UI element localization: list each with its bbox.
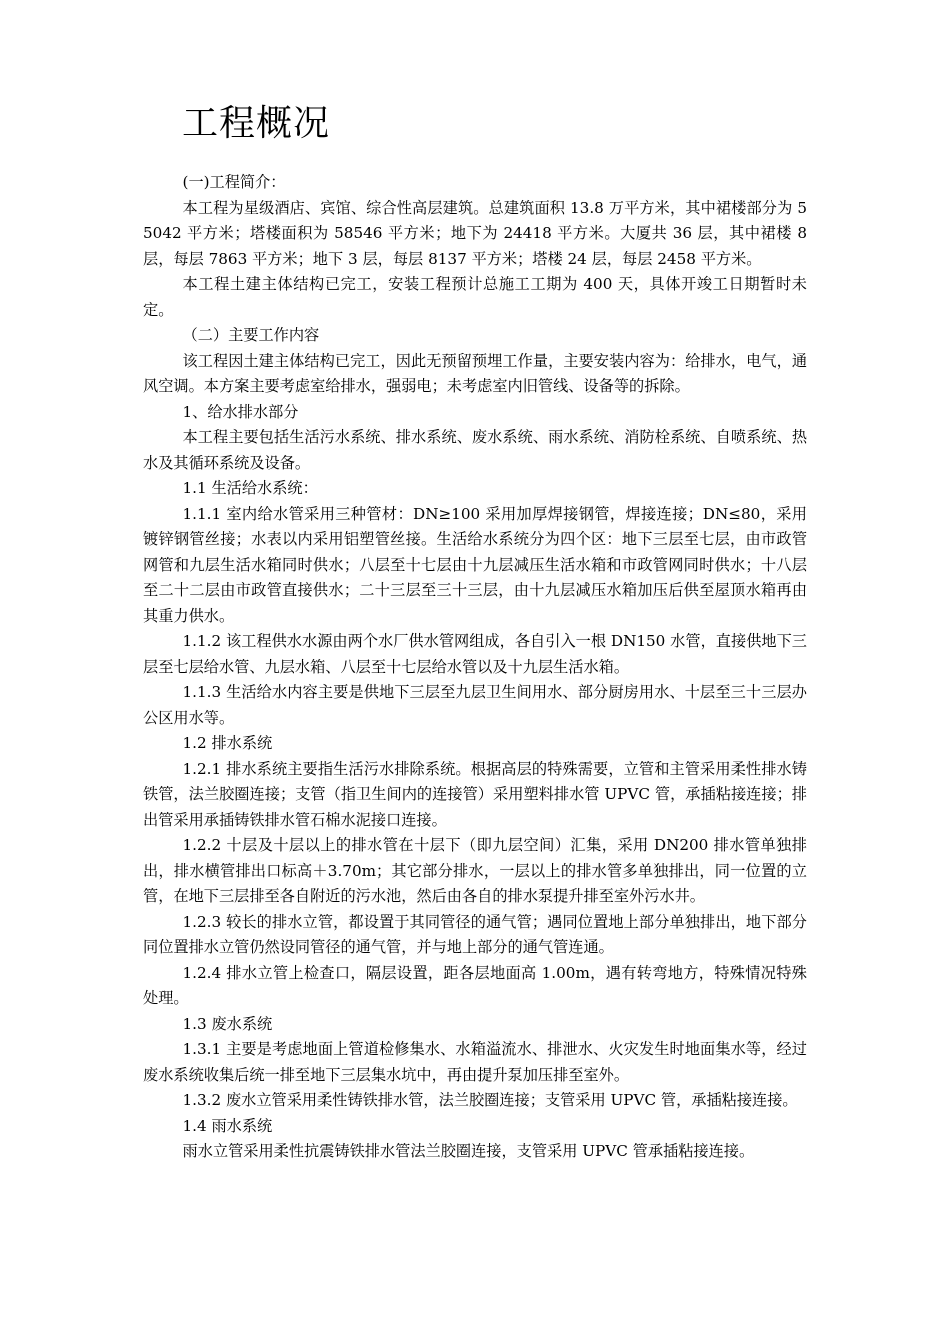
section-heading-water: 1、给水排水部分 bbox=[182, 402, 299, 421]
paragraph-1-2-1: 1.2.1 排水系统主要指生活污水排除系统。根据高层的特殊需要，立管和主管采用柔性排水铸铁管，法兰胶圈连接；支管（指卫生间内的连接管）采用塑料排水管 UPVC 管，承插粘接连接；排出管采用承插铸铁排水管石棉水泥接口连接。 bbox=[143, 759, 807, 829]
document-body bbox=[143, 170, 807, 1165]
subheading-1-4: 1.4 雨水系统 bbox=[182, 1116, 273, 1135]
paragraph-1-3-2: 1.3.2 废水立管采用柔性铸铁排水管，法兰胶圈连接；支管采用 UPVC 管，承插粘接连接。 bbox=[182, 1091, 798, 1109]
subheading-1-3: 1.3 废水系统 bbox=[182, 1014, 273, 1033]
paragraph-1-2-4: 1.2.4 排水立管上检查口，隔层设置，距各层地面高 1.00m，遇有转弯地方，特殊情况特殊处理。 bbox=[143, 963, 807, 1007]
paragraph-1-1-1: 1.1.1 室内给水管采用三种管材：DN≥100 采用加厚焊接钢管，焊接连接；DN≤80，采用镀锌钢管丝接；水表以内采用铝塑管丝接。生活给水系统分为四个区：地下三层至七层，由市政管网管和九层生活水箱同时供水；八层至十七层由十九层减压生活水箱和市政管网同时供水；十八层至二十二层由市政管直接供水；二十三层至三十三层，由十九层减压水箱加压后供至屋顶水箱再由其重力供水。 bbox=[143, 504, 807, 625]
paragraph-project-overview: 本工程为星级酒店、宾馆、综合性高层建筑。总建筑面积 13.8 万平方米，其中裙楼部分为 55042 平方米；塔楼面积为 58546 平方米；地下为 24418 平方米。大厦共 36 层，其中裙楼 8 层，每层 7863 平方米；地下 3 层，每层 8137 平方米；塔楼 24 层，每层 2458 平方米。 bbox=[143, 198, 807, 268]
subheading-1-1: 1.1 生活给水系统： bbox=[182, 479, 318, 497]
paragraph-1-2-3: 1.2.3 较长的排水立管，都设置于其同管径的通气管；遇同位置地上部分单独排出，地下部分同位置排水立管仍然设同管径的通气管，并与地上部分的通气管连通。 bbox=[143, 912, 807, 956]
paragraph-1-1-2: 1.1.2 该工程供水水源由两个水厂供水管网组成，各自引入一根 DN150 水管，直接供地下三层至七层给水管、九层水箱、八层至十七层给水管以及十九层生活水箱。 bbox=[143, 632, 807, 676]
paragraph-1-1-3: 1.1.3 生活给水内容主要是供地下三层至九层卫生间用水、部分厨房用水、十层至三十三层办公区用水等。 bbox=[143, 683, 807, 727]
page-title: 工程概况 bbox=[182, 103, 331, 144]
paragraph-water-systems: 本工程主要包括生活污水系统、排水系统、废水系统、雨水系统、消防栓系统、自喷系统、热水及其循环系统及设备。 bbox=[143, 428, 807, 472]
section-heading-intro: (一)工程简介： bbox=[182, 173, 286, 191]
paragraph-main-work: 该工程因土建主体结构已完工，因此无预留预埋工作量，主要安装内容为：给排水，电气，通风空调。本方案主要考虑室给排水，强弱电；未考虑室内旧管线、设备等的拆除。 bbox=[143, 351, 807, 395]
paragraph-rain-system: 雨水立管采用柔性抗震铸铁排水管法兰胶圈连接，支管采用 UPVC 管承插粘接连接。 bbox=[182, 1142, 755, 1160]
paragraph-schedule: 本工程土建主体结构已完工，安装工程预计总施工工期为 400 天，具体开竣工日期暂时未定。 bbox=[143, 275, 807, 319]
subheading-1-2: 1.2 排水系统 bbox=[182, 734, 273, 752]
paragraph-1-3-1: 1.3.1 主要是考虑地面上管道检修集水、水箱溢流水、排泄水、火灾发生时地面集水等，经过废水系统收集后统一排至地下三层集水坑中，再由提升泵加压排至室外。 bbox=[143, 1040, 807, 1084]
section-heading-main-work: （二）主要工作内容 bbox=[182, 326, 320, 344]
paragraph-1-2-2: 1.2.2 十层及十层以上的排水管在十层下（即九层空间）汇集，采用 DN200 排水管单独排出，排水横管排出口标高＋3.70m；其它部分排水，一层以上的排水管多单独排出，同一位置的立管，在地下三层排至各自附近的污水池，然后由各自的排水泵提升排至室外污水井。 bbox=[143, 836, 807, 905]
